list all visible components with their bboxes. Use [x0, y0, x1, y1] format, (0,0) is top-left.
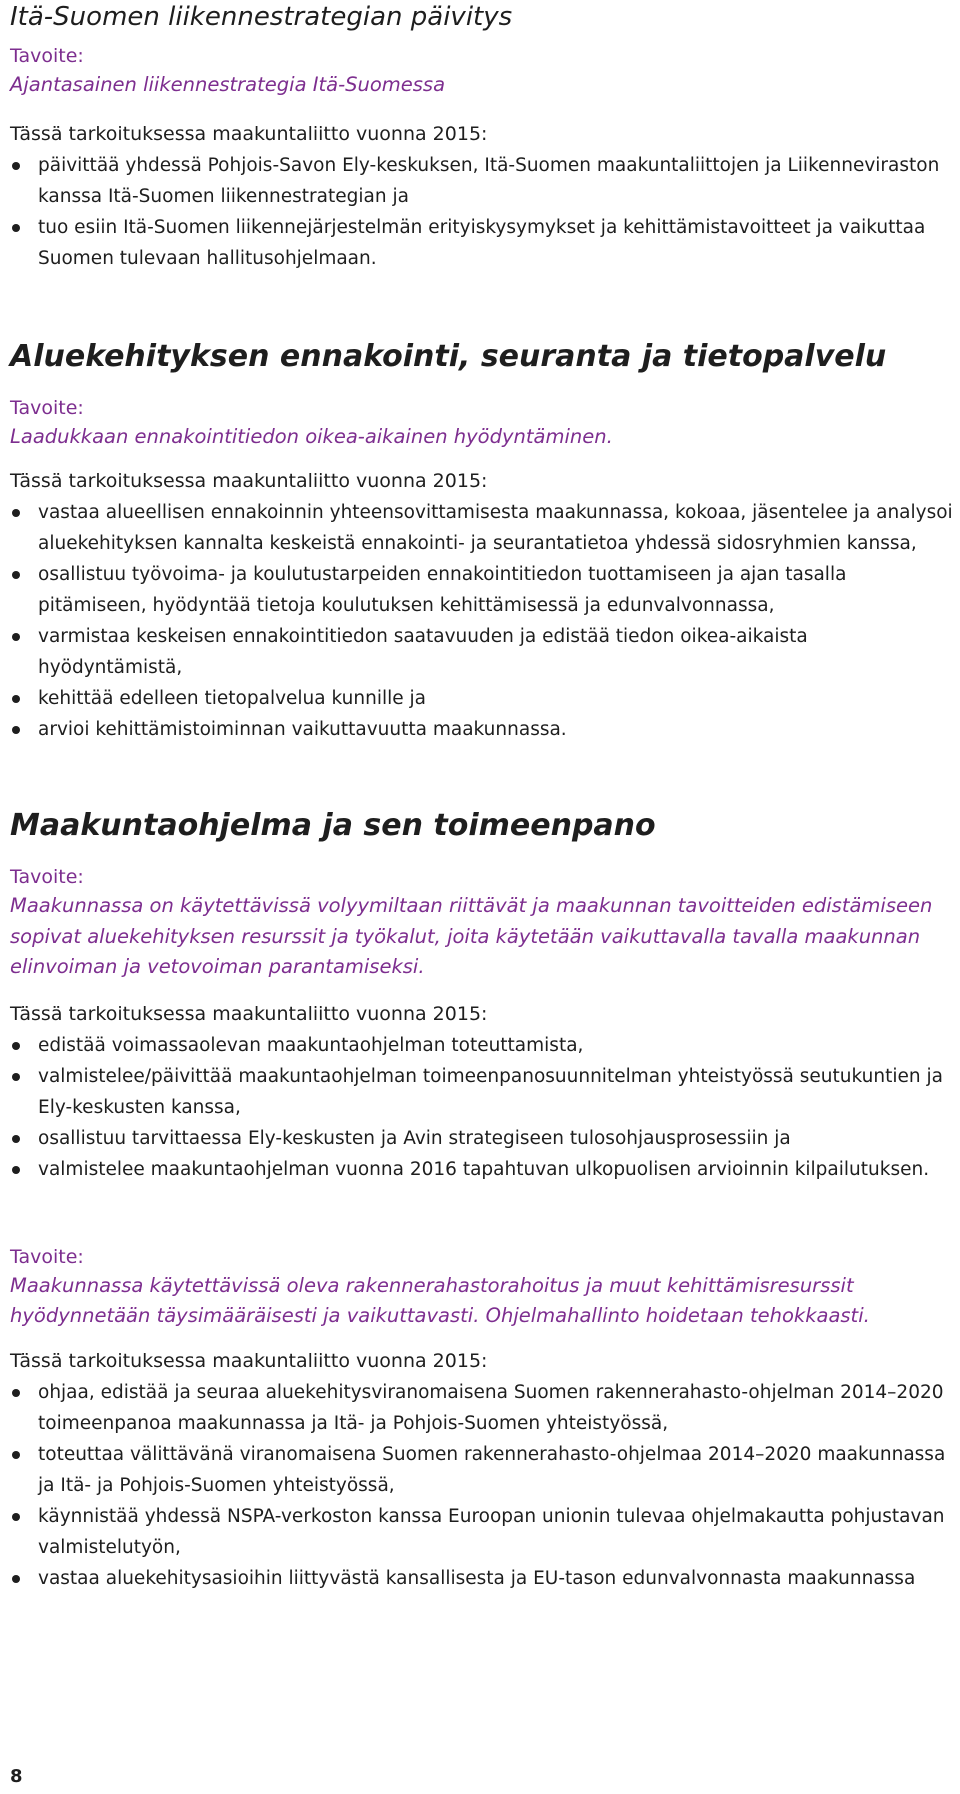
list-item: vastaa alueellisen ennakoinnin yhteensovittamisesta maakunnassa, kokoaa, jäsentelee ja analysoi aluekehityksen kannalta keskeistä ennakointi- ja seurantatietoa yhdessä sidosryhmien kanssa, [10, 497, 956, 559]
list-item: osallistuu tarvittaessa Ely-keskusten ja Avin strategiseen tulosohjausprosessiin ja [10, 1123, 956, 1154]
page-number: 8 [10, 1766, 23, 1787]
goal-label: Tavoite: [10, 45, 84, 67]
list-item: arvioi kehittämistoiminnan vaikuttavuutta maakunnassa. [10, 714, 956, 745]
section-heading: Aluekehityksen ennakointi, seuranta ja tietopalvelu [10, 338, 887, 374]
section-liikennestrategia [10, 0, 956, 274]
section-heading: Itä-Suomen liikennestrategian päivitys [10, 2, 513, 32]
list-item: vastaa aluekehitysasioihin liittyvästä kansallisesta ja EU-tason edunvalvonnasta maakunnassa [10, 1563, 956, 1594]
goal-label: Tavoite: [10, 1245, 84, 1268]
intro-text: Tässä tarkoituksessa maakuntaliitto vuonna 2015: [10, 1349, 488, 1372]
bullet-list [10, 1030, 956, 1185]
goal-text: Maakunnassa on käytettävissä volyymiltaan riittävät ja maakunnan tavoitteiden edistämiseen sopivat aluekehityksen resurssit ja työkalut, joita käytetään vaikuttavalla tavalla maakunnan elinvoiman ja vetovoiman parantamiseksi. [10, 894, 933, 978]
bullet-list [10, 1377, 956, 1594]
goal-label: Tavoite: [10, 396, 84, 419]
list-item: osallistuu työvoima- ja koulutustarpeiden ennakointitiedon tuottamiseen ja ajan tasalla pitämiseen, hyödyntää tietoja koulutuksen kehittämisessä ja edunvalvonnassa, [10, 559, 956, 621]
list-item: toteuttaa välittävänä viranomaisena Suomen rakennerahasto-ohjelmaa 2014–2020 maakunnassa ja Itä- ja Pohjois-Suomen yhteistyössä, [10, 1439, 956, 1501]
intro-text: Tässä tarkoituksessa maakuntaliitto vuonna 2015: [10, 122, 488, 145]
section-heading: Maakuntaohjelma ja sen toimeenpano [10, 808, 656, 843]
goal-text: Laadukkaan ennakointitiedon oikea-aikainen hyödyntäminen. [10, 424, 613, 448]
list-item: käynnistää yhdessä NSPA-verkoston kanssa Euroopan unionin tulevaa ohjelmakautta pohjustavan valmistelutyön, [10, 1501, 956, 1563]
intro-text: Tässä tarkoituksessa maakuntaliitto vuonna 2015: [10, 470, 488, 492]
list-item: valmistelee/päivittää maakuntaohjelman toimeenpanosuunnitelman yhteistyössä seutukuntien ja Ely-keskusten kanssa, [10, 1061, 956, 1123]
list-item: varmistaa keskeisen ennakointitiedon saatavuuden ja edistää tiedon oikea-aikaista hyödyntämistä, [10, 621, 956, 683]
section-maakuntaohjelma [10, 807, 956, 1185]
goal-label: Tavoite: [10, 866, 84, 888]
section-ennakointi [10, 338, 956, 746]
list-item: ohjaa, edistää ja seuraa aluekehitysviranomaisena Suomen rakennerahasto-ohjelman 2014–2020 toimeenpanoa maakunnassa ja Itä- ja Pohjois-Suomen yhteistyössä, [10, 1377, 956, 1439]
goal-text: Maakunnassa käytettävissä oleva rakennerahastorahoitus ja muut kehittämisresurssit hyödynnetään täysimääräisesti ja vaikuttavasti. Ohjelmahallinto hoidetaan tehokkaasti. [10, 1273, 870, 1327]
bullet-list [10, 150, 956, 274]
list-item: päivittää yhdessä Pohjois-Savon Ely-keskuksen, Itä-Suomen maakuntaliittojen ja Liikenneviraston kanssa Itä-Suomen liikennestrategian ja [10, 150, 956, 212]
list-item: kehittää edelleen tietopalvelua kunnille ja [10, 683, 956, 714]
section-rakennerahasto [10, 1243, 956, 1594]
bullet-list [10, 497, 956, 745]
goal-text: Ajantasainen liikennestrategia Itä-Suomessa [10, 73, 446, 96]
list-item: valmistelee maakuntaohjelman vuonna 2016 tapahtuvan ulkopuolisen arvioinnin kilpailutuksen. [10, 1154, 956, 1185]
intro-text: Tässä tarkoituksessa maakuntaliitto vuonna 2015: [10, 1002, 488, 1025]
list-item: edistää voimassaolevan maakuntaohjelman toteuttamista, [10, 1030, 956, 1061]
list-item: tuo esiin Itä-Suomen liikennejärjestelmän erityiskysymykset ja kehittämistavoitteet ja vaikuttaa Suomen tulevaan hallitusohjelmaan. [10, 212, 956, 274]
document-page [10, 0, 956, 1594]
